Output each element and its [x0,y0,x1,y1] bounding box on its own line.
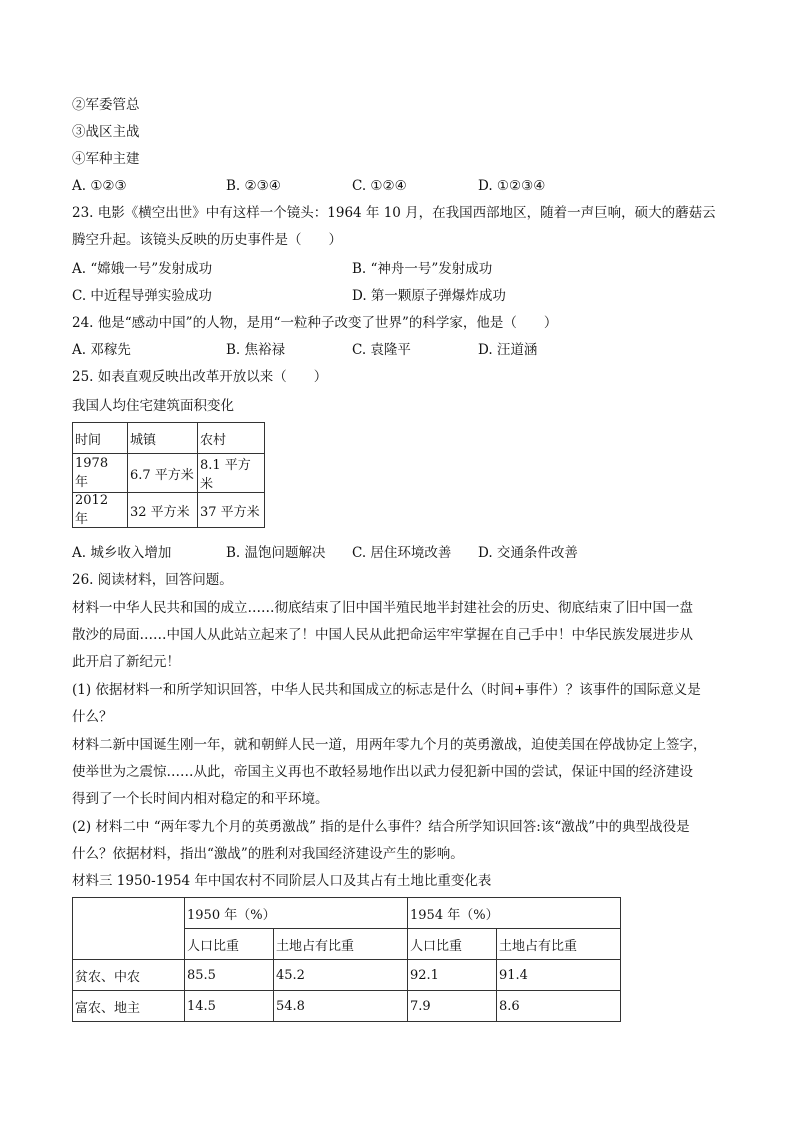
table-header-cell: 土地占有比重 [274,929,408,960]
q25-stem: 25. 如表直观反映出改革开放以来（ ） [72,369,328,385]
material1-line3: 此开启了新纪元！ [72,654,180,670]
subquestion1-line1: (1) 依据材料一和所学知识回答，中华人民共和国成立的标志是什么（时间+事件）？该事件的国际意义是 [72,682,701,698]
q22-option-b: B. ②③④ [226,178,281,194]
q23-option-c: C. 中近程导弹实验成功 [72,288,212,304]
table-row [73,991,621,1022]
table-header-cell: 时间 [73,423,128,454]
table-row [73,493,265,528]
material2-line3: 得到了一个长时间内相对稳定的和平环境。 [72,791,329,807]
q23-option-a: A. “嫦娥一号”发射成功 [72,261,213,277]
table-cell: 8.1 平方米 [198,454,265,493]
subquestion1-line2: 什么？ [72,709,113,725]
subquestion2-line1: (2) 材料二中 “两年零九个月的英勇激战” 指的是什么事件？结合所学知识回答:该“激战”中的典型战役是 [72,819,690,835]
q22-option-c: C. ①②④ [352,178,407,194]
housing-area-table [72,422,265,528]
q23-stem-line1: 23. 电影《横空出世》中有这样一个镜头：1964 年 10 月，在我国西部地区，随着一声巨响，硕大的蘑菇云 [72,205,716,221]
q24-option-a: A. 邓稼先 [72,342,131,358]
table-cell: 37 平方米 [198,493,265,528]
q25-option-d: D. 交通条件改善 [478,545,578,561]
table-header-cell: 1954 年（%） [408,898,621,929]
table-header-row [73,423,265,454]
q25-option-c: C. 居住环境改善 [352,545,452,561]
q24-option-c: C. 袁隆平 [352,342,411,358]
material1-line2: 散沙的局面……中国人从此站立起来了！中国人民从此把命运牢牢掌握在自己手中！中华民族发展进步从 [72,627,693,643]
table-header-cell: 人口比重 [185,929,274,960]
table-cell: 1978 年 [73,454,128,493]
q22-item-2: ②军委管总 [72,97,140,113]
q22-item-4: ④军种主建 [72,151,140,167]
q25-option-b: B. 温饱问题解决 [226,545,326,561]
table-header-row [73,898,621,929]
table-cell: 91.4 [497,960,621,991]
table-cell: 14.5 [185,991,274,1022]
table-cell: 贫农、中农 [73,960,185,991]
rural-land-table [72,897,621,1022]
table-cell: 富农、地主 [73,991,185,1022]
table-cell: 32 平方米 [128,493,198,528]
table-cell: 54.8 [274,991,408,1022]
table-cell: 7.9 [408,991,497,1022]
q25-option-a: A. 城乡收入增加 [72,545,172,561]
table1-title: 我国人均住宅建筑面积变化 [72,398,234,414]
material2-line1: 材料二新中国诞生刚一年，就和朝鲜人民一道，用两年零九个月的英勇激战，迫使美国在停战协定上签字， [72,737,707,753]
table-header-cell: 农村 [198,423,265,454]
q23-stem-line2: 腾空升起。该镜头反映的历史事件是（ ） [72,232,342,248]
q22-option-a: A. ①②③ [72,178,127,194]
material3-title: 材料三 1950-1954 年中国农村不同阶层人口及其占有土地比重变化表 [72,873,492,889]
table-header-cell [73,898,185,960]
table-header-cell: 人口比重 [408,929,497,960]
q22-item-3: ③战区主战 [72,124,140,140]
table-cell: 6.7 平方米 [128,454,198,493]
q23-option-d: D. 第一颗原子弹爆炸成功 [352,288,506,304]
table-cell: 92.1 [408,960,497,991]
table-cell: 85.5 [185,960,274,991]
table-cell: 45.2 [274,960,408,991]
table-row [73,960,621,991]
material2-line2: 使举世为之震惊……从此，帝国主义再也不敢轻易地作出以武力侵犯新中国的尝试，保证中国的经济建设 [72,764,693,780]
q23-option-b: B. “神舟一号”发射成功 [352,261,493,277]
q22-option-d: D. ①②③④ [478,178,546,194]
q26-stem: 26. 阅读材料，回答问题。 [72,572,233,588]
material1-line1: 材料一中华人民共和国的成立……彻底结束了旧中国半殖民地半封建社会的历史、彻底结束了旧中国一盘 [72,600,693,616]
q24-stem: 24. 他是“感动中国”的人物，是用“一粒种子改变了世界”的科学家，他是（ ） [72,315,558,331]
q24-option-d: D. 汪道涵 [478,342,538,358]
q24-option-b: B. 焦裕禄 [226,342,286,358]
table-header-cell: 城镇 [128,423,198,454]
table-cell: 8.6 [497,991,621,1022]
table-row [73,454,265,493]
subquestion2-line2: 什么？依据材料，指出“激战”的胜利对我国经济建设产生的影响。 [72,846,464,862]
table-cell: 2012 年 [73,493,128,528]
table-header-cell: 土地占有比重 [497,929,621,960]
table-header-cell: 1950 年（%） [185,898,408,929]
